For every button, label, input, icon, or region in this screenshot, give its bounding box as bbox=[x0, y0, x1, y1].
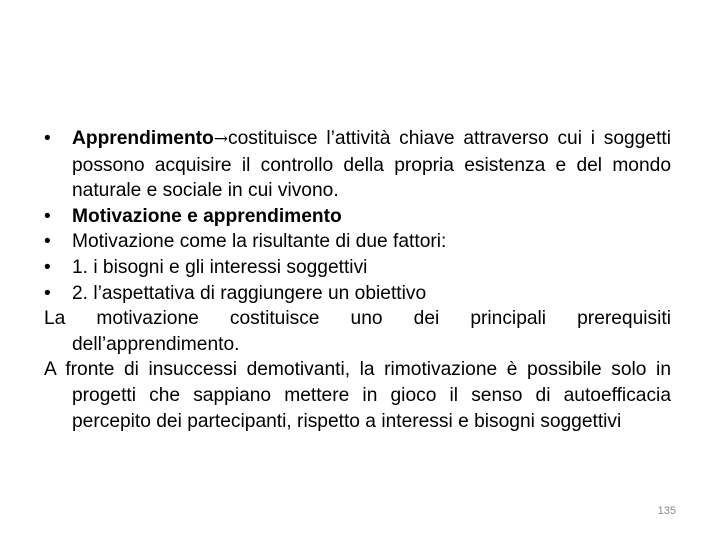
bullet-icon: • bbox=[44, 282, 51, 304]
paragraph-rimotivazione: A fronte di insuccessi demotivanti, la rimotivazione è possibile solo in progetti che sappiano mettere in gioco il senso di autoefficacia percepito dei partecipanti, rispetto a interessi e bisogni soggettivi bbox=[44, 359, 671, 432]
bullet-item-motivazione-heading bbox=[44, 204, 671, 230]
bullet-term: Apprendimento bbox=[72, 128, 214, 149]
bullet-text: 1. i bisogni e gli interessi soggettivi bbox=[72, 256, 368, 278]
bullet-text: 2. l’aspettativa di raggiungere un obiettivo bbox=[72, 282, 427, 304]
bullet-icon: • bbox=[44, 231, 51, 253]
bullet-text: costituisce l’attività chiave attraverso cui i soggetti possono acquisire il controllo della propria esistenza e del mondo naturale e sociale in cui vivono. bbox=[72, 128, 671, 202]
bullet-icon: • bbox=[44, 205, 51, 227]
bullet-icon: • bbox=[44, 256, 51, 278]
bullet-text: Motivazione come la risultante di due fattori: bbox=[72, 231, 447, 253]
right-arrow-icon: → bbox=[213, 129, 229, 149]
bullet-item-two-factors bbox=[44, 229, 671, 255]
slide-body bbox=[44, 126, 671, 434]
bullet-item-factor-two bbox=[44, 281, 671, 307]
paragraph-motivazione-prerequisito: La motivazione costituisce uno dei principali prerequisiti dell’apprendimento. bbox=[44, 308, 671, 355]
bullet-item-factor-one bbox=[44, 255, 671, 281]
bullet-icon: • bbox=[44, 128, 51, 149]
bullet-item-apprendimento bbox=[44, 126, 671, 204]
bullet-text: Motivazione e apprendimento bbox=[72, 205, 342, 227]
page-number: 135 bbox=[657, 505, 676, 517]
